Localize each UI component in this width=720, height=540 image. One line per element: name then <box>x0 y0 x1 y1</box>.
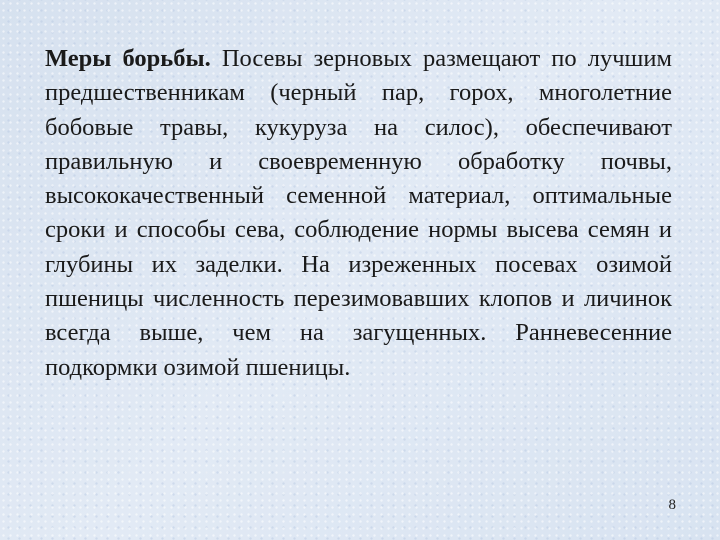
page-number: 8 <box>668 497 676 513</box>
section-heading: Меры борьбы. <box>45 45 211 72</box>
body-text: Посевы зерновых размещают по лучшим предшественникам (черный пар, горох, многолетние бобовые травы, кукуруза на силос), обеспечивают правильную и своевременную обработку почвы, высококачественный семенной материал, оптимальные сроки и способы сева, соблюдение нормы высева семян и глубины их заделки. На изреженных посевах озимой пшеницы численность перезимовавших клопов и личинок всегда выше, чем на загущенных. Ранневесенние подкормки озимой пшеницы. <box>45 45 672 381</box>
body-paragraph <box>45 42 672 385</box>
